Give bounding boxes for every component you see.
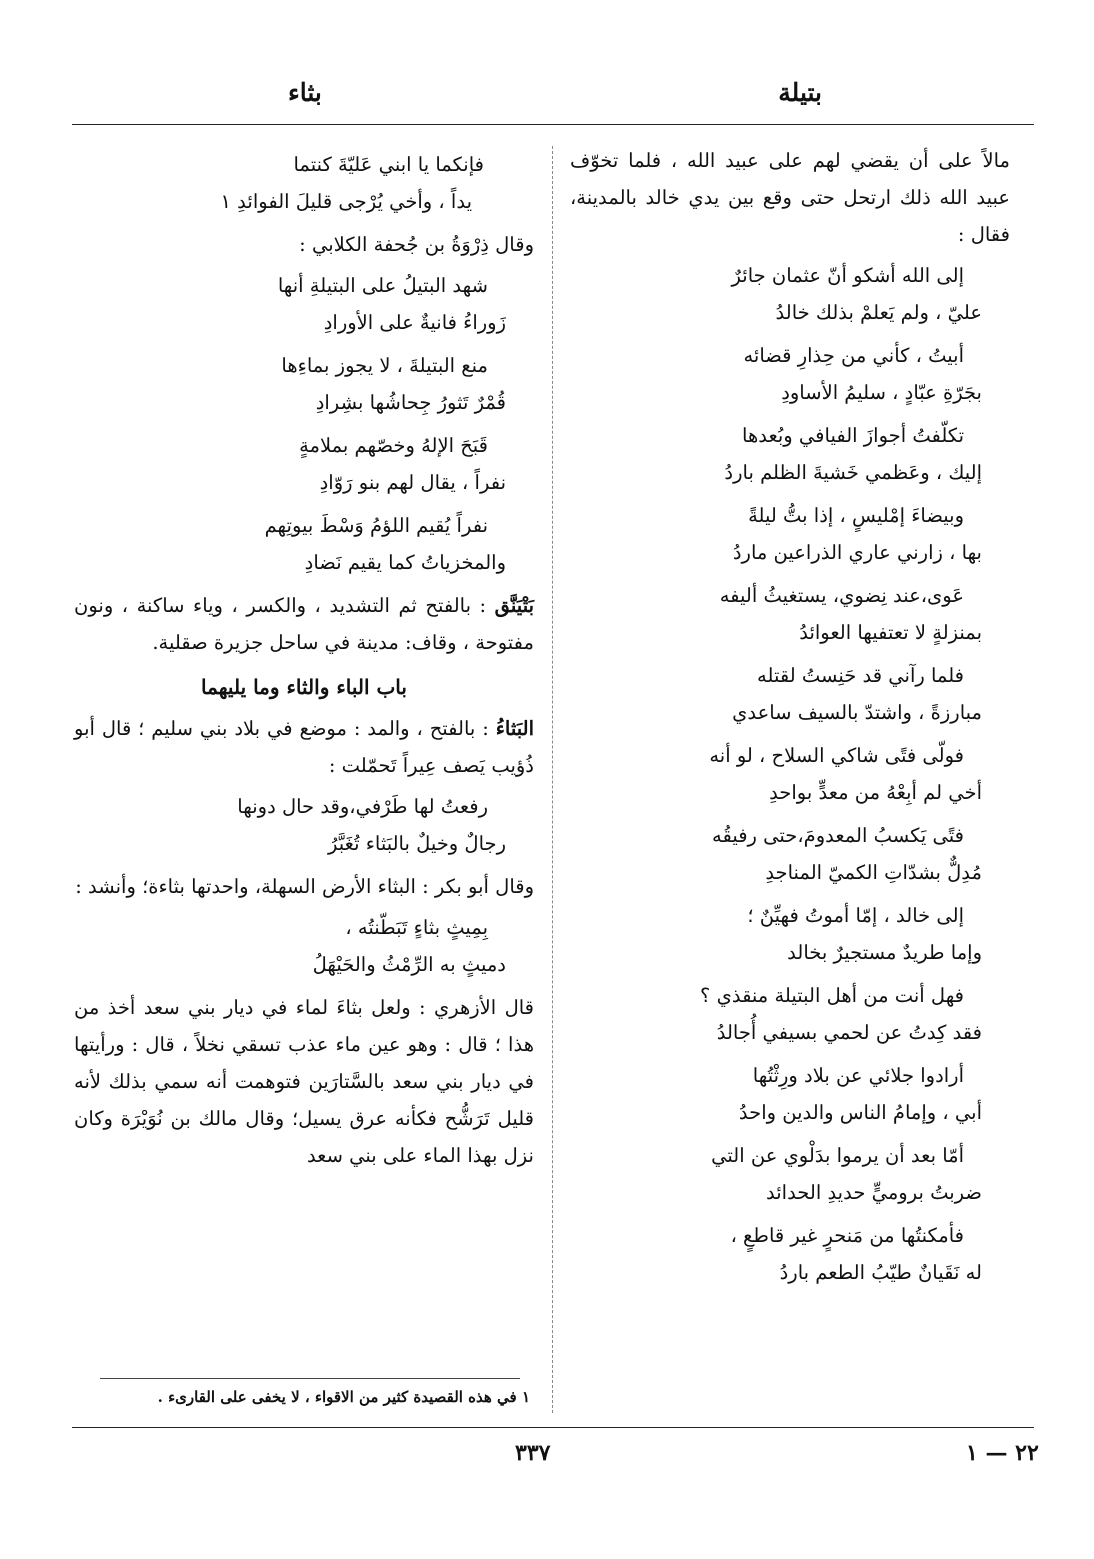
footer-rule	[72, 1427, 1034, 1428]
verse	[74, 909, 534, 983]
verse	[570, 817, 1010, 891]
verse-hemistich-1: نفراً يُقيم اللؤمُ وَسْطَ بيوتِهم	[264, 514, 488, 537]
page-number: ٣٣٧	[515, 1440, 551, 1466]
verse	[74, 347, 534, 421]
verse-hemistich-2: قُمْرٌ تَثورُ جِحاشُها بشِرادِ	[315, 391, 506, 414]
running-header-right: بتيلة	[778, 78, 822, 107]
verse-hemistich-2: زَوراءُ فانيةٌ على الأورادِ	[323, 311, 506, 334]
verse-hemistich-1: منع البتيلةَ ، لا يجوز بماءِها	[281, 354, 488, 377]
right-column	[570, 142, 1010, 1297]
verse-hemistich-2: له نَقَيانٌ طيّبُ الطعم باردُ	[779, 1261, 982, 1284]
verse-hemistich-2: يداً ، وأخي يُرْجى قليلَ الفوائدِ ١	[220, 190, 472, 213]
verse-hemistich-1: إلى خالد ، إمّا أموتُ فهيِّنٌ ؛	[747, 904, 964, 927]
verse-hemistich-1: أرادوا جلائي عن بلاد ورِثْتُها	[752, 1064, 964, 1087]
entry-term: بَتْيَنَّق	[494, 594, 534, 617]
column-divider	[552, 146, 553, 1413]
footnote-rule	[100, 1378, 520, 1379]
running-header-left: بثاء	[288, 78, 322, 107]
verse-hemistich-1: أمّا بعد أن يرموا بدَلْوي عن التي	[711, 1144, 964, 1167]
verse	[570, 497, 1010, 571]
verse	[570, 977, 1010, 1051]
verse	[570, 897, 1010, 971]
verse	[570, 737, 1010, 811]
verse-hemistich-1: عَوى،عند نِضوي، يستغيثُ أليفه	[719, 584, 964, 607]
verse-hemistich-1: قَبَحَ الإلهُ وخصّهم بملامةٍ	[299, 434, 488, 457]
verse-hemistich-1: وبيضاءَ إمْليسٍ ، إذا بتُّ ليلةً	[748, 504, 964, 527]
verse-hemistich-2: ضربتُ بروميٍّ حديدِ الحدائد	[765, 1181, 982, 1204]
entry-text: : بالفتح ثم التشديد ، والكسر ، وياء ساكنة ، ونون مفتوحة ، وقاف: مدينة في ساحل جزيرة صقلية.	[74, 594, 534, 654]
verse-hemistich-2: بمنزلةٍ لا تعتفيها العوائدُ	[799, 621, 982, 644]
verse	[570, 1137, 1010, 1211]
verse-hemistich-1: تكلّفتُ أجوازَ الفيافي وبُعدها	[742, 424, 964, 447]
footnote: ١ في هذه القصيدة كثير من الاقواء ، لا يخفى على القارىء .	[157, 1388, 530, 1406]
verse-hemistich-1: إلى الله أشكو أنّ عثمان جائرٌ	[731, 264, 964, 287]
verse	[570, 257, 1010, 331]
verse	[570, 657, 1010, 731]
verse	[74, 427, 534, 501]
header-rule	[72, 124, 1034, 125]
signature-mark: ٢٢ — ١	[966, 1440, 1039, 1466]
prose-paragraph: قال الأزهري : ولعل بثاءَ لماء في ديار بني سعد أخذ من هذا ؛ قال : وهو عين ماء عذب تسقي نخلاً ، قال : ورأيتها في ديار بني سعد بالسَّتارَين فتوهمت أنه سمي بذلك لأنه قليل تَرَشُّح فكأنه عرق يسيل؛ وقال مالك بن نُوَيْرَة وكان نزل بهذا الماء على بني سعد	[74, 996, 534, 1167]
verse-hemistich-2: مبارزةً ، واشتدّ بالسيف ساعدي	[732, 701, 982, 724]
verse	[570, 337, 1010, 411]
prose-paragraph: وقال ذِرْوَةُ بن جُحفة الكلابي :	[299, 233, 534, 256]
verse-hemistich-1: فتًى يَكسبُ المعدومَ،حتى رفيقُه	[712, 824, 964, 847]
verse	[74, 788, 534, 862]
prose-paragraph: وقال أبو بكر : البثاء الأرض السهلة، واحدتها بثاءة؛ وأنشد :	[75, 875, 534, 898]
verse	[570, 577, 1010, 651]
verse-hemistich-2: بجَرّةِ عبّادٍ ، سليمُ الأساودِ	[781, 381, 982, 404]
verse-hemistich-2: دميثٍ به الرِّمْثُ والحَيْهَلُ	[312, 953, 506, 976]
dictionary-entry	[74, 710, 534, 784]
verse-hemistich-2: أخي لم أبِعْهُ من معدٍّ بواحدِ	[769, 781, 982, 804]
left-column	[74, 142, 534, 1174]
verse	[570, 417, 1010, 491]
verse	[570, 1057, 1010, 1131]
verse-hemistich-1: فولّى فتًى شاكي السلاح ، لو أنه	[709, 744, 964, 767]
verse-hemistich-1: فلما رآني قد حَنِستُ لقتله	[757, 664, 964, 687]
verse-hemistich-2: رجالٌ وخيلٌ بالبَثاء تُغَبَّرُ	[328, 832, 506, 855]
verse-hemistich-2: مُدِلٌّ بشدّاتِ الكميّ المناجدِ	[765, 861, 982, 884]
verse-hemistich-1: بِمِيثٍ بثاءٍ تَبَطّنتُه ،	[345, 916, 488, 939]
verse-hemistich-2: نفراً ، يقال لهم بنو رَوّادِ	[319, 471, 506, 494]
verse	[570, 1217, 1010, 1291]
verse-hemistich-1: فهل أنت من أهل البتيلة منقذي ؟	[700, 984, 964, 1007]
section-heading: باب الباء والثاء وما يليهما	[201, 675, 407, 699]
verse-hemistich-2: وإما طريدٌ مستجيرٌ بخالد	[787, 941, 982, 964]
verse-hemistich-2: فقد كِدتُ عن لحمي بسيفي أُجالدُ	[716, 1021, 982, 1044]
verse-hemistich-1: أبيتُ ، كأني من حِذارِ قضائه	[743, 344, 964, 367]
verse-hemistich-1: فإنكما يا ابني عَليّةَ كنتما	[293, 153, 484, 176]
verse	[74, 507, 534, 581]
verse-hemistich-2: والمخزياتُ كما يقيم نَضادِ	[304, 551, 506, 574]
dictionary-entry	[74, 587, 534, 661]
verse-hemistich-1: فأمكنتُها من مَنحرٍ غير قاطعٍ ،	[730, 1224, 964, 1247]
verse-hemistich-1: رفعتُ لها طَرْفي،وقد حال دونها	[237, 795, 488, 818]
verse-hemistich-2: بها ، زارني عاري الذراعين ماردُ	[732, 541, 982, 564]
verse	[74, 146, 534, 220]
verse-hemistich-2: أبي ، وإمامُ الناس والدين واحدُ	[738, 1101, 982, 1124]
verse	[74, 267, 534, 341]
prose-paragraph: مالاً على أن يقضي لهم على عبيد الله ، فلما تخوّف عبيد الله ذلك ارتحل حتى وقع بين يدي خالد بالمدينة، فقال :	[570, 149, 1010, 246]
entry-term: البَثاءُ	[495, 717, 534, 740]
entry-text: : بالفتح ، والمد : موضع في بلاد بني سليم ؛ قال أبو ذُؤيب يَصف عِيراً تَحمّلت :	[74, 717, 534, 777]
verse-hemistich-2: عليّ ، ولم يَعلمْ بذلك خالدُ	[775, 301, 982, 324]
verse-hemistich-1: شهد البتيلُ على البتيلةِ أنها	[277, 274, 488, 297]
verse-hemistich-2: إليك ، وعَظمي خَشيةَ الظلم باردُ	[724, 461, 982, 484]
